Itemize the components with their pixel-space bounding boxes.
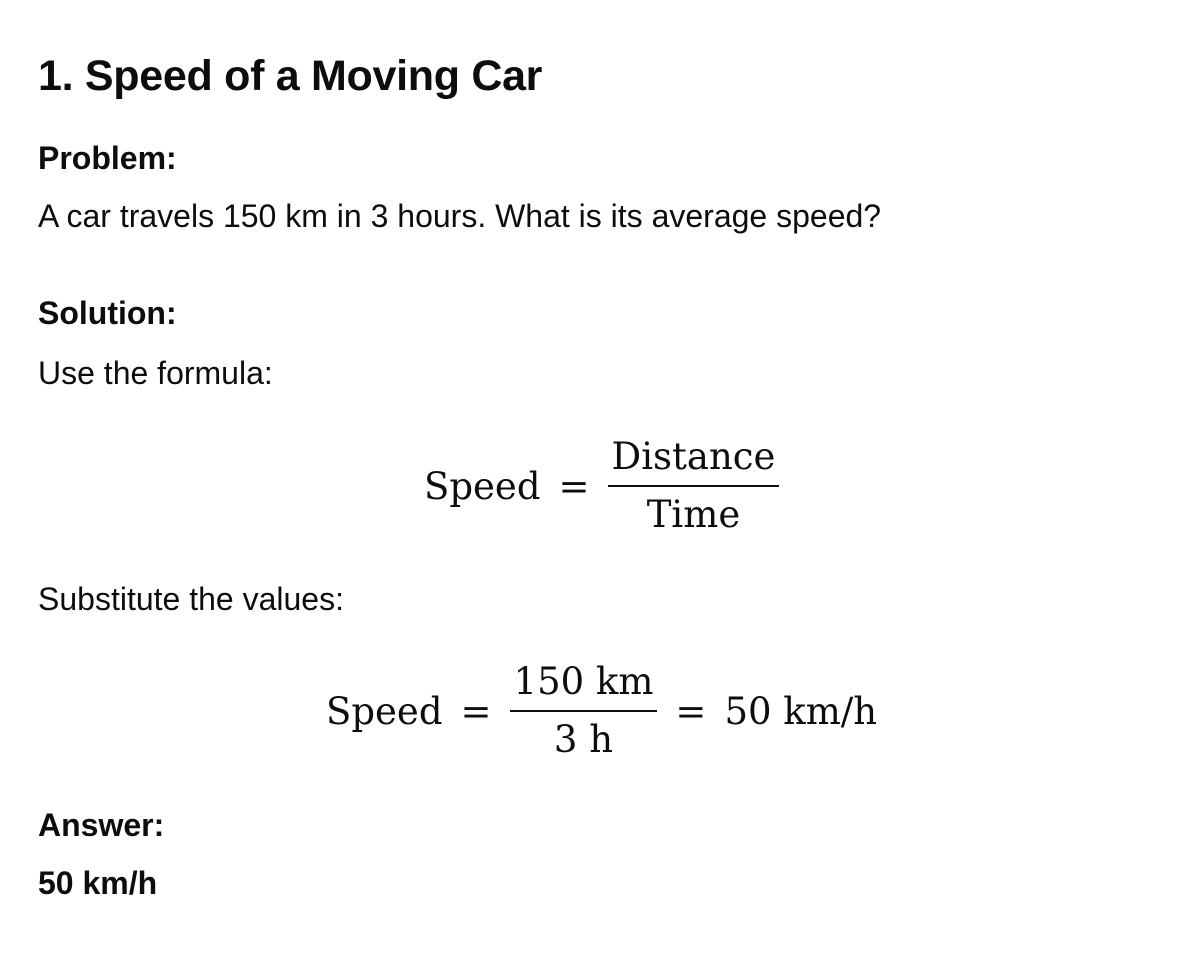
formula-fraction bbox=[608, 435, 780, 537]
substitution-equals-sign: = bbox=[460, 689, 492, 733]
answer-heading: Answer: bbox=[38, 807, 165, 843]
problem-heading: Problem: bbox=[38, 140, 177, 176]
substitute-intro: Substitute the values: bbox=[38, 581, 344, 617]
formula-lhs: Speed bbox=[424, 464, 541, 508]
solution-heading: Solution: bbox=[38, 295, 177, 331]
substitution-lhs: Speed bbox=[326, 689, 443, 733]
speed-formula bbox=[424, 432, 779, 540]
formula-intro: Use the formula: bbox=[38, 355, 273, 391]
substitution-denominator: 3 h bbox=[553, 718, 614, 761]
substitution-result: 50 km/h bbox=[724, 689, 878, 733]
substitution-numerator: 150 km bbox=[513, 660, 654, 703]
substitution-fraction bbox=[510, 660, 658, 762]
substitution-equation bbox=[326, 657, 877, 765]
formula-equals-sign: = bbox=[558, 464, 590, 508]
problem-text: A car travels 150 km in 3 hours. What is its average speed? bbox=[38, 198, 882, 234]
formula-denominator: Time bbox=[646, 493, 741, 536]
formula-numerator: Distance bbox=[611, 435, 776, 478]
page-title: 1. Speed of a Moving Car bbox=[38, 52, 543, 100]
answer-value: 50 km/h bbox=[38, 865, 158, 901]
substitution-equals-sign-2: = bbox=[675, 689, 707, 733]
